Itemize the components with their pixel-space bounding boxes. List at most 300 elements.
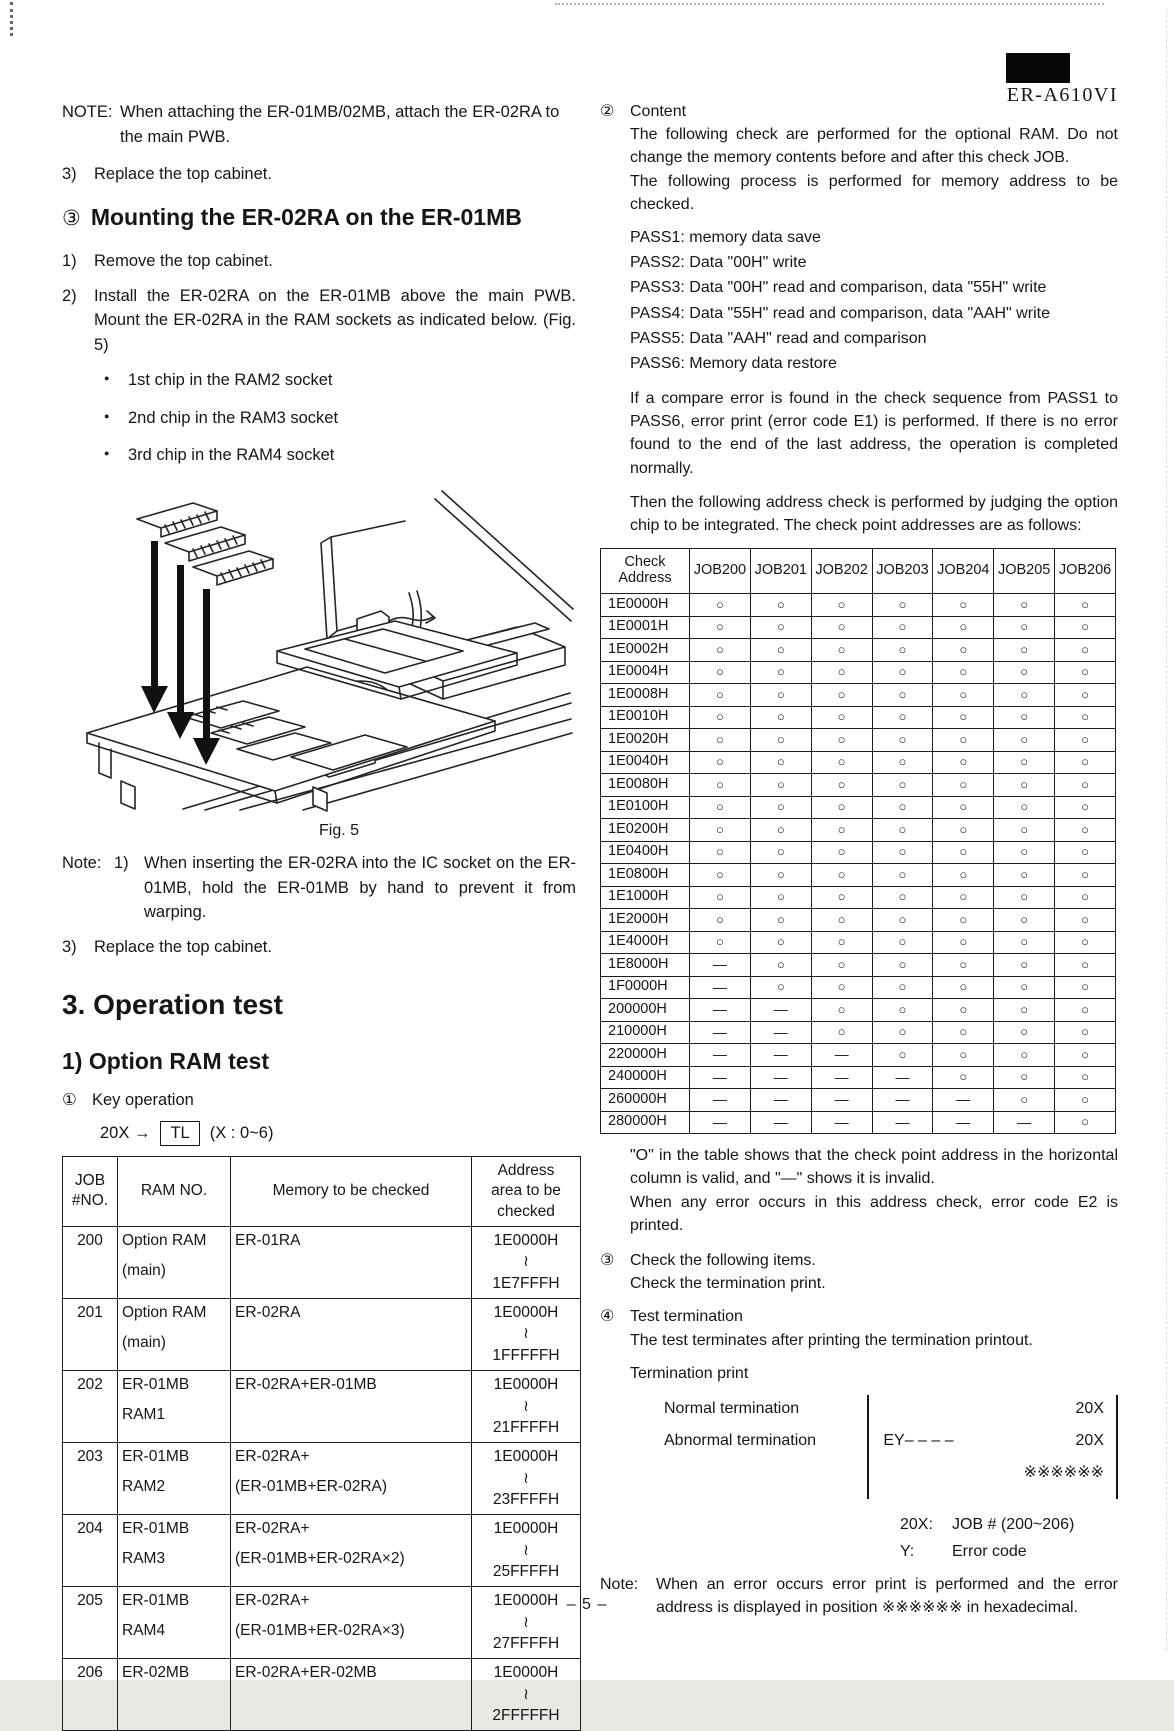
valid-mark-cell: ○ [933, 616, 994, 639]
memory-cell: ER-02RA+ER-01MB [231, 1370, 472, 1442]
valid-mark-cell: ○ [1055, 684, 1116, 707]
valid-mark-cell: ○ [933, 976, 994, 999]
valid-mark-cell: ○ [872, 864, 933, 887]
check-address-cell: 1E0400H [601, 841, 690, 864]
valid-mark-cell: ○ [994, 886, 1055, 909]
circled-number-3: ③ [62, 207, 81, 231]
valid-mark-cell: ○ [933, 594, 994, 617]
check-table-row [601, 684, 1116, 707]
valid-mark-cell: ○ [690, 684, 751, 707]
left-column [62, 100, 576, 1731]
check-address-cell: 1E0800H [601, 864, 690, 887]
invalid-mark-cell: — [811, 1066, 872, 1089]
valid-mark-cell: ○ [811, 1021, 872, 1044]
page-number: – 5 – [566, 1596, 608, 1613]
memory-cell: ER-02RA+ (ER-01MB+ER-02RA×3) [231, 1587, 472, 1659]
invalid-mark-cell: — [690, 1111, 751, 1134]
check-items [600, 1249, 1118, 1295]
compare-error-paragraph: If a compare error is found in the check sequence from PASS1 to PASS6, error print (error code E1) is performed. If there is no error found to the end of the last address, the operation is completed normally. [630, 390, 1118, 477]
section-heading-mounting [62, 200, 576, 235]
job-number-cell: 200 [63, 1226, 118, 1298]
bullet-item: ● 2nd chip in the RAM3 socket [104, 406, 576, 431]
valid-mark-cell: ○ [933, 886, 994, 909]
right-column [600, 100, 1118, 1731]
job-ram-table [62, 1156, 581, 1731]
valid-mark-cell: ○ [994, 841, 1055, 864]
check-items-line2: Check the termination print. [630, 1275, 826, 1293]
step-remove-cabinet [62, 249, 576, 274]
invalid-mark-cell: — [750, 1111, 811, 1134]
content-para2: The following process is performed for memory address to be checked. [630, 172, 1118, 213]
valid-mark-cell: ○ [994, 796, 1055, 819]
job-table-header: JOB #NO. [63, 1157, 118, 1226]
valid-mark-cell: ○ [994, 774, 1055, 797]
bottom-note-label: Note: [600, 1575, 639, 1593]
invalid-mark-cell: — [933, 1111, 994, 1134]
check-address-cell: 1E0010H [601, 706, 690, 729]
valid-mark-cell: ○ [933, 954, 994, 977]
valid-mark-cell: ○ [872, 1044, 933, 1067]
valid-mark-cell: ○ [994, 976, 1055, 999]
valid-mark-cell: ○ [994, 931, 1055, 954]
valid-mark-cell: ○ [872, 999, 933, 1022]
valid-mark-cell: ○ [811, 841, 872, 864]
termination-print-sample [664, 1395, 1118, 1500]
valid-mark-cell: ○ [872, 661, 933, 684]
check-address-cell: 1E0000H [601, 594, 690, 617]
valid-mark-cell: ○ [933, 661, 994, 684]
circled-number-2: ② [600, 103, 615, 120]
job-table-header: Address area to be checked [472, 1157, 581, 1226]
job-number-cell: 202 [63, 1370, 118, 1442]
code-y-label: Y: [900, 1542, 915, 1560]
pass-line: PASS2: Data "00H" write [630, 254, 807, 272]
circled-number-4: ④ [600, 1308, 615, 1326]
check-table-header: JOB201 [750, 549, 811, 594]
circled-number-1: ① [62, 1091, 77, 1110]
valid-mark-cell: ○ [750, 931, 811, 954]
valid-mark-cell: ○ [1055, 976, 1116, 999]
receipt-box [867, 1395, 1118, 1500]
valid-mark-cell: ○ [1055, 819, 1116, 842]
test-termination-text: The test terminates after printing the termination printout. [630, 1331, 1033, 1349]
job-table-body [63, 1226, 581, 1730]
valid-mark-cell: ○ [811, 886, 872, 909]
legend-line1: "O" in the table shows that the check point address in the horizontal column is valid, and "—" shows it is invalid. [630, 1147, 1118, 1188]
valid-mark-cell: ○ [1055, 751, 1116, 774]
job-table-row [63, 1226, 581, 1298]
test-termination-label: Test termination [630, 1308, 743, 1326]
top-note-label: NOTE: [62, 103, 113, 121]
valid-mark-cell: ○ [872, 1021, 933, 1044]
invalid-mark-cell: — [811, 1044, 872, 1067]
check-table-row [601, 886, 1116, 909]
job-number-cell: 206 [63, 1659, 118, 1731]
check-table-row [601, 909, 1116, 932]
invalid-mark-cell: — [872, 1111, 933, 1134]
document-code: ER-A610VI [1006, 84, 1118, 106]
memory-cell: ER-01RA [231, 1226, 472, 1298]
check-address-cell: 1F0000H [601, 976, 690, 999]
step-number: 3) [62, 164, 77, 183]
check-table-row [601, 1044, 1116, 1067]
check-table-header: JOB205 [994, 549, 1055, 594]
valid-mark-cell: ○ [750, 841, 811, 864]
valid-mark-cell: ○ [750, 774, 811, 797]
valid-mark-cell: ○ [994, 1021, 1055, 1044]
invalid-mark-cell: — [750, 1044, 811, 1067]
code-y-value: Error code [952, 1542, 1027, 1560]
valid-mark-cell: ○ [1055, 796, 1116, 819]
valid-mark-cell: ○ [994, 751, 1055, 774]
valid-mark-cell: ○ [750, 751, 811, 774]
check-address-cell: 1E0004H [601, 661, 690, 684]
pass-line: PASS3: Data "00H" read and comparison, data "55H" write [630, 279, 1047, 297]
check-address-cell: 220000H [601, 1044, 690, 1067]
valid-mark-cell: ○ [994, 999, 1055, 1022]
valid-mark-cell: ○ [690, 594, 751, 617]
check-table-head-row [601, 549, 1116, 594]
abnormal-print-marks: ※※※※※※ [1023, 1464, 1104, 1482]
valid-mark-cell: ○ [750, 639, 811, 662]
tl-key: TL [160, 1121, 199, 1146]
valid-mark-cell: ○ [750, 909, 811, 932]
note-number: 1) [114, 853, 129, 872]
valid-mark-cell: ○ [994, 1066, 1055, 1089]
step-number: 3) [62, 938, 77, 956]
valid-mark-cell: ○ [1055, 999, 1116, 1022]
valid-mark-cell: ○ [1055, 1111, 1116, 1134]
bottom-note [600, 1573, 1118, 1619]
check-table-row [601, 729, 1116, 752]
job-table-row [63, 1370, 581, 1442]
content-label: Content [630, 103, 687, 120]
address-check-paragraph: Then the following address check is performed by judging the option chip to be integrated. The check point addresses are as follows: [630, 493, 1118, 534]
valid-mark-cell: ○ [933, 1021, 994, 1044]
bullet-item: ● 1st chip in the RAM2 socket [104, 368, 576, 393]
valid-mark-cell: ○ [750, 886, 811, 909]
pass-line: PASS1: memory data save [630, 228, 821, 246]
valid-mark-cell: ○ [811, 999, 872, 1022]
legend-line2: When any error occurs in this address check, error code E2 is printed. [630, 1193, 1118, 1234]
valid-mark-cell: ○ [690, 841, 751, 864]
valid-mark-cell: ○ [933, 1066, 994, 1089]
invalid-mark-cell: — [750, 1089, 811, 1112]
memory-cell: ER-02RA+ (ER-01MB+ER-02RA) [231, 1442, 472, 1514]
valid-mark-cell: ○ [1055, 886, 1116, 909]
valid-mark-cell: ○ [690, 616, 751, 639]
valid-mark-cell: ○ [994, 909, 1055, 932]
step-number: 1) [62, 251, 77, 270]
valid-mark-cell: ○ [1055, 774, 1116, 797]
step-install-er02ra [62, 284, 576, 358]
step-text: Remove the top cabinet. [94, 251, 273, 270]
formula-suffix: (X : 0~6) [209, 1124, 274, 1143]
valid-mark-cell: ○ [994, 616, 1055, 639]
job-number-cell: 204 [63, 1514, 118, 1586]
valid-mark-cell: ○ [933, 931, 994, 954]
job-table-header: RAM NO. [118, 1157, 231, 1226]
valid-mark-cell: ○ [811, 796, 872, 819]
job-table-row [63, 1442, 581, 1514]
valid-mark-cell: ○ [811, 954, 872, 977]
check-table-row [601, 774, 1116, 797]
step-text: Replace the top cabinet. [94, 938, 272, 956]
ram-no-cell: ER-01MB RAM3 [118, 1514, 231, 1586]
check-address-cell: 1E0080H [601, 774, 690, 797]
check-table-body [601, 594, 1116, 1134]
key-operation-label: Key operation [92, 1091, 194, 1110]
check-table-row [601, 1089, 1116, 1112]
key-operation-item [62, 1088, 576, 1113]
valid-mark-cell: ○ [690, 661, 751, 684]
valid-mark-cell: ○ [994, 661, 1055, 684]
check-table-row [601, 616, 1116, 639]
valid-mark-cell: ○ [872, 819, 933, 842]
valid-mark-cell: ○ [933, 706, 994, 729]
section-heading-text: Mounting the ER-02RA on the ER-01MB [90, 204, 522, 231]
valid-mark-cell: ○ [1055, 909, 1116, 932]
valid-mark-cell: ○ [811, 909, 872, 932]
valid-mark-cell: ○ [811, 864, 872, 887]
redacted-black-box [1006, 53, 1070, 83]
pass-line: PASS5: Data "AAH" read and comparison [630, 329, 927, 347]
address-area-cell: 1E0000H ≀ 27FFFFH [472, 1587, 581, 1659]
scan-artifact-corner-dots [10, 2, 13, 36]
valid-mark-cell: ○ [872, 706, 933, 729]
job-table-row [63, 1514, 581, 1586]
valid-mark-cell: ○ [750, 796, 811, 819]
chip-socket-bullet-list [62, 368, 576, 468]
test-termination [600, 1305, 1118, 1351]
invalid-mark-cell: — [690, 1089, 751, 1112]
valid-mark-cell: ○ [872, 909, 933, 932]
check-table-row [601, 864, 1116, 887]
check-table-row [601, 819, 1116, 842]
ram-no-cell: Option RAM (main) [118, 1298, 231, 1370]
valid-mark-cell: ○ [1055, 729, 1116, 752]
valid-mark-cell: ○ [690, 796, 751, 819]
invalid-mark-cell: — [690, 1066, 751, 1089]
check-address-cell: 280000H [601, 1111, 690, 1134]
check-address-table [600, 548, 1116, 1134]
valid-mark-cell: ○ [811, 819, 872, 842]
check-table-header: JOB202 [811, 549, 872, 594]
normal-termination-label: Normal termination [664, 1399, 800, 1417]
valid-mark-cell: ○ [690, 819, 751, 842]
valid-mark-cell: ○ [872, 796, 933, 819]
scan-artifact-edge-dashes [1166, 10, 1167, 1650]
valid-mark-cell: ○ [933, 909, 994, 932]
formula-prefix: 20X → [100, 1124, 151, 1143]
check-address-cell: 1E4000H [601, 931, 690, 954]
valid-mark-cell: ○ [811, 594, 872, 617]
check-address-cell: 260000H [601, 1089, 690, 1112]
valid-mark-cell: ○ [933, 751, 994, 774]
valid-mark-cell: ○ [872, 841, 933, 864]
abnormal-print-code: EY– – – – [883, 1432, 954, 1450]
check-table-row [601, 661, 1116, 684]
step-replace-cabinet-top [62, 162, 576, 187]
address-area-cell: 1E0000H ≀ 25FFFFH [472, 1514, 581, 1586]
valid-mark-cell: ○ [994, 1044, 1055, 1067]
valid-mark-cell: ○ [750, 706, 811, 729]
fig5-exploded-diagram [65, 481, 573, 811]
valid-mark-cell: ○ [994, 864, 1055, 887]
valid-mark-cell: ○ [994, 729, 1055, 752]
check-table-header: JOB200 [690, 549, 751, 594]
check-address-cell: 1E0100H [601, 796, 690, 819]
valid-mark-cell: ○ [690, 909, 751, 932]
check-address-cell: 210000H [601, 1021, 690, 1044]
valid-mark-cell: ○ [872, 976, 933, 999]
step-number: 2) [62, 286, 77, 305]
valid-mark-cell: ○ [933, 1044, 994, 1067]
invalid-mark-cell: — [690, 954, 751, 977]
operation-test-heading: 3. Operation test [62, 988, 283, 1020]
memory-cell: ER-02RA [231, 1298, 472, 1370]
step-text: Install the ER-02RA on the ER-01MB above the main PWB. Mount the ER-02RA in the RAM sockets as indicated below. (Fig. 5) [94, 286, 576, 354]
top-note-text: When attaching the ER-01MB/02MB, attach the ER-02RA to the main PWB. [120, 103, 560, 146]
memory-cell: ER-02RA+ER-02MB [231, 1659, 472, 1731]
valid-mark-cell: ○ [1055, 706, 1116, 729]
ram-no-cell: ER-01MB RAM2 [118, 1442, 231, 1514]
ram-no-cell: ER-01MB RAM4 [118, 1587, 231, 1659]
valid-mark-cell: ○ [933, 774, 994, 797]
check-table-row [601, 1021, 1116, 1044]
check-address-cell: 1E0020H [601, 729, 690, 752]
check-items-line1: Check the following items. [630, 1251, 816, 1269]
pass-line: PASS4: Data "55H" read and comparison, data "AAH" write [630, 304, 1050, 322]
check-table-row [601, 954, 1116, 977]
valid-mark-cell: ○ [750, 864, 811, 887]
key-operation-formula [100, 1121, 576, 1146]
valid-mark-cell: ○ [811, 706, 872, 729]
job-table-row [63, 1298, 581, 1370]
valid-mark-cell: ○ [750, 594, 811, 617]
check-address-cell: 240000H [601, 1066, 690, 1089]
step-replace-cabinet-bottom [62, 935, 576, 960]
valid-mark-cell: ○ [690, 639, 751, 662]
invalid-mark-cell: — [933, 1089, 994, 1112]
valid-mark-cell: ○ [933, 796, 994, 819]
invalid-mark-cell: — [750, 1066, 811, 1089]
valid-mark-cell: ○ [811, 931, 872, 954]
valid-mark-cell: ○ [750, 976, 811, 999]
note-text: When inserting the ER-02RA into the IC socket on the ER-01MB, hold the ER-01MB by hand to prevent it from warping. [144, 853, 576, 922]
check-table-row [601, 1066, 1116, 1089]
valid-mark-cell: ○ [1055, 1044, 1116, 1067]
valid-mark-cell: ○ [1055, 661, 1116, 684]
check-table-row [601, 594, 1116, 617]
check-table-header: Check Address [601, 549, 690, 594]
check-address-cell: 1E0040H [601, 751, 690, 774]
valid-mark-cell: ○ [872, 684, 933, 707]
address-area-cell: 1E0000H ≀ 1E7FFFH [472, 1226, 581, 1298]
figure-5 [62, 481, 576, 843]
invalid-mark-cell: — [811, 1089, 872, 1112]
normal-print-value: 20X [1075, 1399, 1104, 1417]
valid-mark-cell: ○ [811, 976, 872, 999]
valid-mark-cell: ○ [690, 931, 751, 954]
figure-caption: Fig. 5 [318, 821, 359, 839]
address-area-cell: 1E0000H ≀ 1FFFFFH [472, 1298, 581, 1370]
valid-mark-cell: ○ [1055, 931, 1116, 954]
valid-mark-cell: ○ [1055, 1089, 1116, 1112]
circled-number-3b: ③ [600, 1251, 615, 1269]
check-address-cell: 1E1000H [601, 886, 690, 909]
figure-note [62, 851, 576, 925]
valid-mark-cell: ○ [690, 751, 751, 774]
invalid-mark-cell: — [750, 999, 811, 1022]
valid-mark-cell: ○ [872, 751, 933, 774]
check-table-header: JOB206 [1055, 549, 1116, 594]
check-address-cell: 1E0001H [601, 616, 690, 639]
invalid-mark-cell: — [872, 1066, 933, 1089]
valid-mark-cell: ○ [872, 774, 933, 797]
check-table-row [601, 999, 1116, 1022]
valid-mark-cell: ○ [1055, 841, 1116, 864]
valid-mark-cell: ○ [994, 954, 1055, 977]
check-table-row [601, 796, 1116, 819]
valid-mark-cell: ○ [690, 706, 751, 729]
invalid-mark-cell: — [690, 1021, 751, 1044]
valid-mark-cell: ○ [1055, 616, 1116, 639]
invalid-mark-cell: — [690, 976, 751, 999]
valid-mark-cell: ○ [933, 684, 994, 707]
job-number-cell: 205 [63, 1587, 118, 1659]
memory-cell: ER-02RA+ (ER-01MB+ER-02RA×2) [231, 1514, 472, 1586]
valid-mark-cell: ○ [994, 684, 1055, 707]
valid-mark-cell: ○ [994, 639, 1055, 662]
valid-mark-cell: ○ [994, 819, 1055, 842]
invalid-mark-cell: — [690, 1044, 751, 1067]
check-address-cell: 200000H [601, 999, 690, 1022]
job-table-header: Memory to be checked [231, 1157, 472, 1226]
bullet-item: ● 3rd chip in the RAM4 socket [104, 443, 576, 468]
bottom-note-text: When an error occurs error print is performed and the error address is displayed in position ※※※※※※ in hexadecimal. [656, 1575, 1118, 1616]
valid-mark-cell: ○ [872, 729, 933, 752]
address-area-cell: 1E0000H ≀ 23FFFFH [472, 1442, 581, 1514]
code-explanations [900, 1513, 1118, 1562]
valid-mark-cell: ○ [750, 684, 811, 707]
job-number-cell: 203 [63, 1442, 118, 1514]
valid-mark-cell: ○ [750, 954, 811, 977]
valid-mark-cell: ○ [933, 639, 994, 662]
pass-list [630, 226, 1118, 375]
valid-mark-cell: ○ [872, 616, 933, 639]
termination-print-label: Termination print [630, 1364, 749, 1382]
check-table-row [601, 931, 1116, 954]
valid-mark-cell: ○ [1055, 954, 1116, 977]
check-table-row [601, 706, 1116, 729]
invalid-mark-cell: — [750, 1021, 811, 1044]
valid-mark-cell: ○ [750, 819, 811, 842]
invalid-mark-cell: — [690, 999, 751, 1022]
valid-mark-cell: ○ [933, 864, 994, 887]
valid-mark-cell: ○ [690, 774, 751, 797]
valid-mark-cell: ○ [872, 954, 933, 977]
valid-mark-cell: ○ [811, 661, 872, 684]
valid-mark-cell: ○ [994, 706, 1055, 729]
valid-mark-cell: ○ [750, 661, 811, 684]
valid-mark-cell: ○ [1055, 639, 1116, 662]
top-note [62, 100, 576, 150]
valid-mark-cell: ○ [811, 616, 872, 639]
valid-mark-cell: ○ [1055, 1021, 1116, 1044]
valid-mark-cell: ○ [1055, 1066, 1116, 1089]
valid-mark-cell: ○ [811, 639, 872, 662]
